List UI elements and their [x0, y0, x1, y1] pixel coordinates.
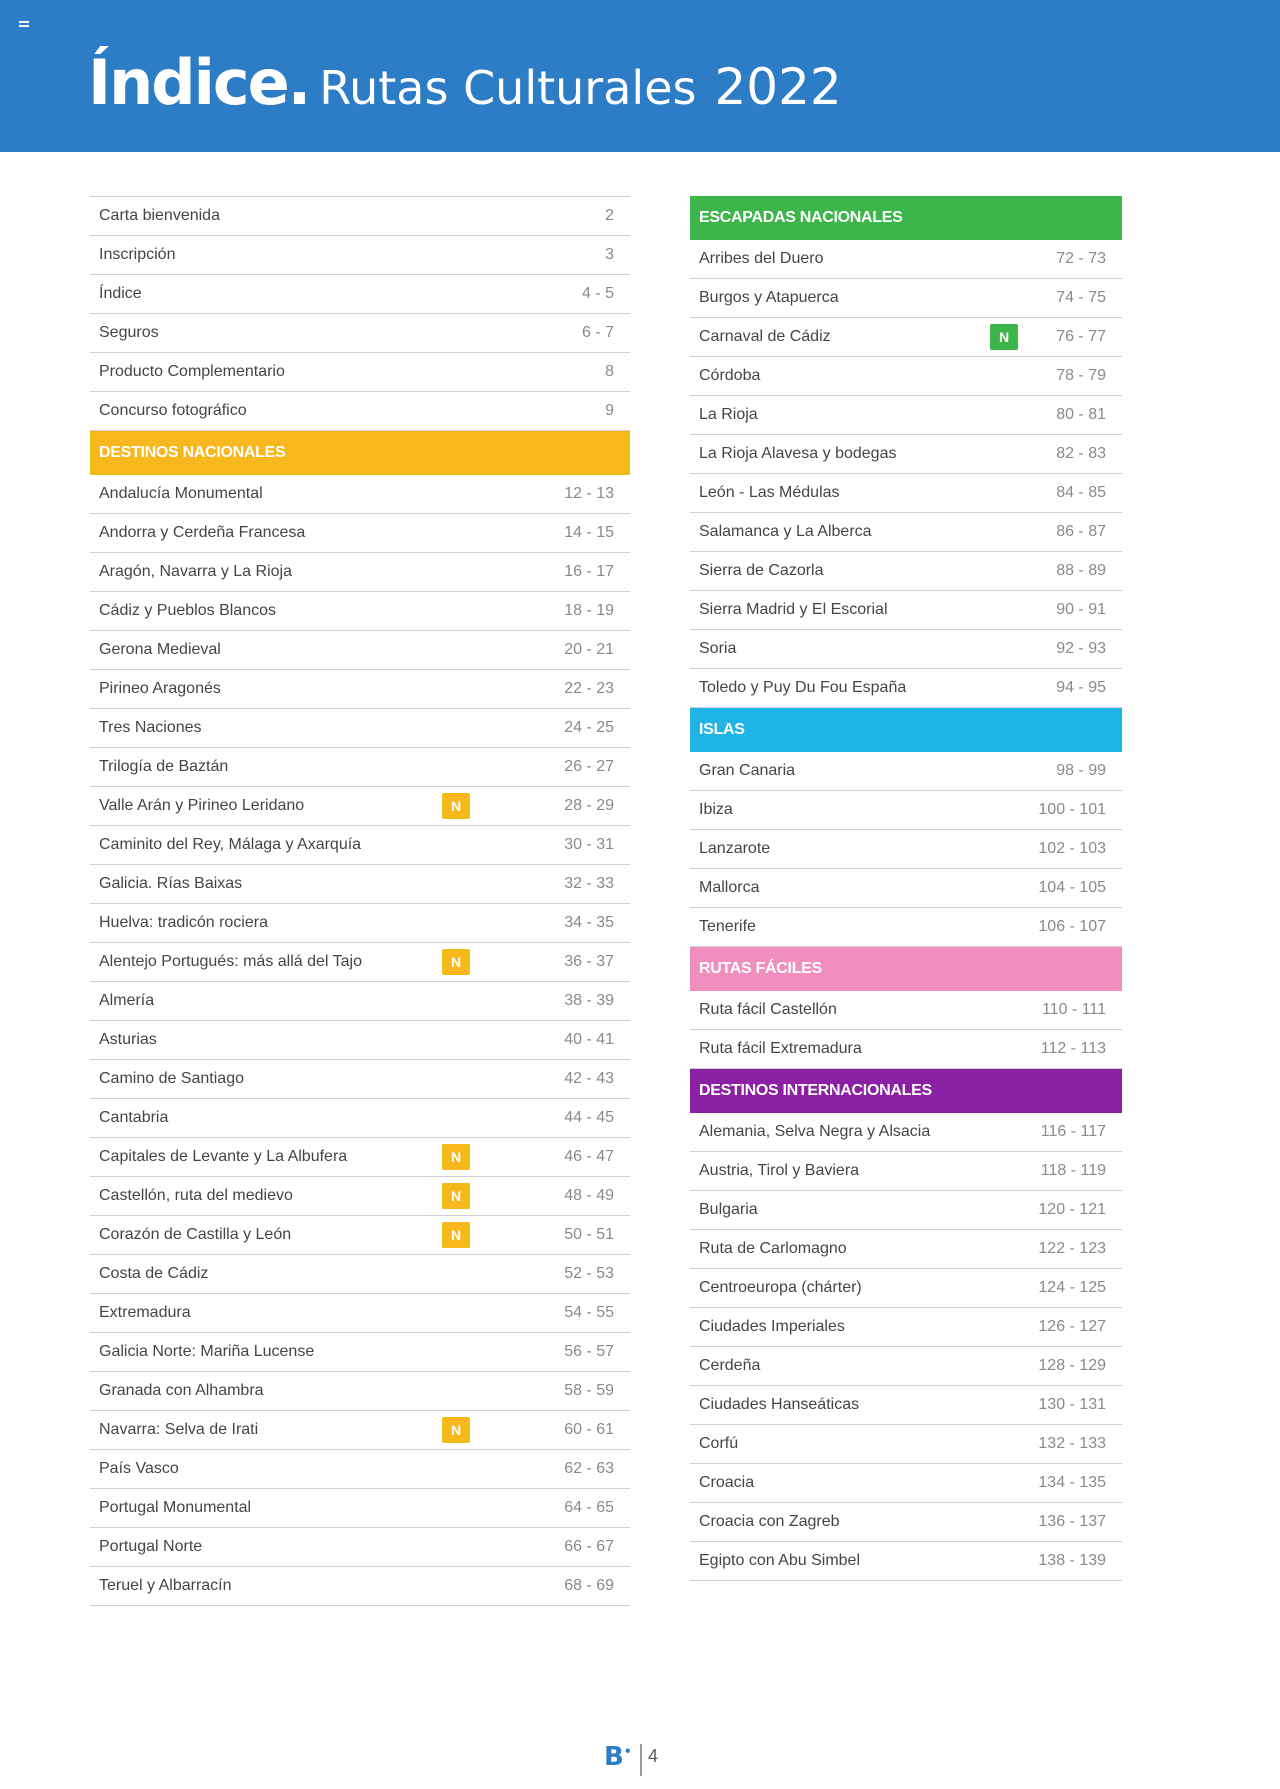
entry-name: Tres Naciones [99, 719, 202, 736]
title-light: Rutas Culturales [319, 61, 697, 115]
index-row[interactable] [690, 1269, 1122, 1308]
entry-name: Galicia Norte: Mariña Lucense [99, 1343, 315, 1360]
entry-name: Galicia. Rías Baixas [99, 875, 243, 892]
entry-pages: 54 - 55 [564, 1304, 614, 1321]
section-header: RUTAS FÁCILES [690, 947, 1122, 991]
index-row[interactable] [90, 1333, 630, 1372]
entry-name: Mallorca [699, 879, 760, 896]
entry-name: Inscripción [99, 246, 176, 263]
index-row[interactable] [90, 353, 630, 392]
entry-name: Portugal Monumental [99, 1499, 252, 1516]
index-row[interactable] [690, 552, 1122, 591]
index-row[interactable] [690, 279, 1122, 318]
entry-pages: 44 - 45 [564, 1109, 614, 1126]
index-row[interactable] [90, 787, 630, 826]
entry-pages: 20 - 21 [564, 641, 614, 658]
entry-name: Aragón, Navarra y La Rioja [99, 563, 292, 580]
index-row[interactable] [690, 435, 1122, 474]
index-row[interactable] [690, 1425, 1122, 1464]
index-row[interactable] [90, 1021, 630, 1060]
index-row[interactable] [90, 943, 630, 982]
entry-pages: 22 - 23 [564, 680, 614, 697]
entry-pages: 102 - 103 [1038, 840, 1106, 857]
index-row[interactable] [90, 1099, 630, 1138]
entry-pages: 18 - 19 [564, 602, 614, 619]
entry-pages: 52 - 53 [564, 1265, 614, 1282]
index-row[interactable] [690, 991, 1122, 1030]
entry-pages: 32 - 33 [564, 875, 614, 892]
entry-pages: 34 - 35 [564, 914, 614, 931]
entry-pages: 28 - 29 [564, 797, 614, 814]
entry-pages: 46 - 47 [564, 1148, 614, 1165]
entry-name: Arribes del Duero [699, 250, 824, 267]
entry-name: Asturias [99, 1031, 157, 1048]
entry-pages: 72 - 73 [1056, 250, 1106, 267]
entry-pages: 56 - 57 [564, 1343, 614, 1360]
entry-pages: 104 - 105 [1038, 879, 1106, 896]
entry-pages: 9 [605, 402, 614, 419]
index-row[interactable] [690, 669, 1122, 708]
index-row[interactable] [90, 1060, 630, 1099]
entry-pages: 126 - 127 [1038, 1318, 1106, 1335]
entry-name: Egipto con Abu Simbel [699, 1552, 860, 1569]
section-header: ISLAS [690, 708, 1122, 752]
entry-pages: 58 - 59 [564, 1382, 614, 1399]
index-row[interactable] [690, 1230, 1122, 1269]
entry-name: Castellón, ruta del medievo [99, 1187, 293, 1204]
entry-name: Ruta de Carlomagno [699, 1240, 847, 1257]
entry-pages: 122 - 123 [1038, 1240, 1106, 1257]
entry-pages: 48 - 49 [564, 1187, 614, 1204]
index-row[interactable] [90, 1294, 630, 1333]
entry-pages: 130 - 131 [1038, 1396, 1106, 1413]
new-badge: N [442, 1144, 470, 1170]
title-bold: Índice. [88, 46, 310, 119]
index-row[interactable] [690, 1030, 1122, 1069]
index-row[interactable] [690, 357, 1122, 396]
entry-pages: 4 - 5 [581, 285, 614, 302]
entry-name: Austria, Tirol y Baviera [699, 1162, 860, 1179]
new-badge: N [442, 1183, 470, 1209]
entry-name: Carta bienvenida [99, 207, 220, 224]
index-row[interactable] [90, 475, 630, 514]
entry-pages: 110 - 111 [1041, 1001, 1106, 1018]
entry-pages: 8 [605, 363, 614, 380]
title-year: 2022 [714, 58, 842, 116]
entry-name: Corfú [699, 1435, 739, 1452]
entry-name: Pirineo Aragonés [99, 680, 221, 697]
index-row[interactable] [690, 908, 1122, 947]
new-badge: N [442, 1222, 470, 1248]
entry-pages: 94 - 95 [1056, 679, 1106, 696]
index-row[interactable] [690, 1503, 1122, 1542]
index-row[interactable] [90, 670, 630, 709]
entry-pages: 74 - 75 [1056, 289, 1106, 306]
new-badge: N [442, 949, 470, 975]
entry-pages: 106 - 107 [1038, 918, 1106, 935]
entry-pages: 2 [605, 207, 614, 224]
footer-divider [640, 1744, 642, 1776]
entry-pages: 124 - 125 [1038, 1279, 1106, 1296]
index-row[interactable] [90, 865, 630, 904]
index-row[interactable] [90, 1372, 630, 1411]
page-number: 4 [648, 1746, 659, 1766]
entry-pages: 82 - 83 [1056, 445, 1106, 462]
index-row[interactable] [690, 474, 1122, 513]
index-row[interactable] [690, 1152, 1122, 1191]
entry-name: Salamanca y La Alberca [699, 523, 872, 540]
entry-name: Ruta fácil Extremadura [699, 1040, 862, 1057]
menu-icon[interactable] [19, 21, 29, 27]
section-header: DESTINOS NACIONALES [90, 431, 630, 475]
index-row[interactable] [90, 275, 630, 314]
entry-name: Croacia con Zagreb [699, 1513, 840, 1530]
entry-pages: 6 - 7 [581, 324, 614, 341]
index-row[interactable] [90, 1567, 630, 1606]
entry-pages: 90 - 91 [1056, 601, 1106, 618]
entry-name: País Vasco [99, 1460, 179, 1477]
entry-pages: 118 - 119 [1040, 1162, 1106, 1179]
entry-name: Valle Arán y Pirineo Leridano [99, 797, 305, 814]
entry-name: Bulgaria [699, 1201, 758, 1218]
new-badge: N [442, 793, 470, 819]
entry-name: Andorra y Cerdeña Francesa [99, 524, 306, 541]
entry-pages: 24 - 25 [564, 719, 614, 736]
entry-pages: 116 - 117 [1040, 1123, 1106, 1140]
index-row[interactable] [90, 236, 630, 275]
index-row[interactable] [690, 1113, 1122, 1152]
entry-pages: 80 - 81 [1056, 406, 1106, 423]
index-row[interactable] [90, 514, 630, 553]
index-row[interactable] [690, 1386, 1122, 1425]
index-row[interactable] [690, 240, 1122, 279]
entry-name: Gran Canaria [699, 762, 796, 779]
entry-name: Alemania, Selva Negra y Alsacia [699, 1123, 931, 1140]
index-row[interactable] [690, 513, 1122, 552]
index-row[interactable] [690, 591, 1122, 630]
entry-name: Andalucía Monumental [99, 485, 263, 502]
index-row[interactable] [90, 631, 630, 670]
index-row[interactable] [90, 553, 630, 592]
entry-pages: 16 - 17 [564, 563, 614, 580]
entry-name: Cerdeña [699, 1357, 761, 1374]
left-column [90, 196, 630, 1606]
entry-name: Alentejo Portugués: más allá del Tajo [99, 953, 362, 970]
index-row[interactable] [90, 1528, 630, 1567]
entry-name: Seguros [99, 324, 159, 341]
entry-pages: 84 - 85 [1056, 484, 1106, 501]
entry-name: Camino de Santiago [99, 1070, 244, 1087]
new-badge: N [990, 324, 1018, 350]
entry-pages: 92 - 93 [1056, 640, 1106, 657]
index-row[interactable] [690, 1542, 1122, 1581]
entry-name: Toledo y Puy Du Fou España [699, 679, 907, 696]
index-row[interactable] [90, 1450, 630, 1489]
index-row[interactable] [690, 396, 1122, 435]
entry-pages: 50 - 51 [564, 1226, 614, 1243]
entry-pages: 3 [605, 246, 614, 263]
entry-pages: 64 - 65 [564, 1499, 614, 1516]
entry-pages: 138 - 139 [1038, 1552, 1106, 1569]
entry-pages: 68 - 69 [564, 1577, 614, 1594]
entry-pages: 136 - 137 [1038, 1513, 1106, 1530]
entry-name: Caminito del Rey, Málaga y Axarquía [99, 836, 362, 853]
entry-name: Concurso fotográfico [99, 402, 247, 419]
entry-name: Navarra: Selva de Irati [99, 1421, 259, 1438]
index-row[interactable] [690, 830, 1122, 869]
entry-name: Teruel y Albarracín [99, 1577, 232, 1594]
entry-name: Extremadura [99, 1304, 191, 1321]
index-row[interactable] [90, 392, 630, 431]
entry-name: Ibiza [699, 801, 733, 818]
entry-name: Huelva: tradicón rociera [99, 914, 268, 931]
entry-name: Trilogía de Baztán [99, 758, 229, 775]
entry-pages: 12 - 13 [564, 485, 614, 502]
section-header: DESTINOS INTERNACIONALES [690, 1069, 1122, 1113]
entry-name: Sierra de Cazorla [699, 562, 824, 579]
index-row[interactable] [90, 748, 630, 787]
entry-name: La Rioja Alavesa y bodegas [699, 445, 897, 462]
entry-name: Costa de Cádiz [99, 1265, 209, 1282]
entry-name: Ruta fácil Castellón [699, 1001, 837, 1018]
entry-pages: 14 - 15 [564, 524, 614, 541]
index-row[interactable] [690, 1464, 1122, 1503]
entry-pages: 42 - 43 [564, 1070, 614, 1087]
entry-name: Corazón de Castilla y León [99, 1226, 292, 1243]
entry-pages: 36 - 37 [564, 953, 614, 970]
entry-name: Croacia [699, 1474, 755, 1491]
entry-pages: 128 - 129 [1038, 1357, 1106, 1374]
entry-name: Soria [699, 640, 737, 657]
index-row[interactable] [690, 791, 1122, 830]
entry-name: Producto Complementario [99, 363, 285, 380]
entry-pages: 26 - 27 [564, 758, 614, 775]
right-column [690, 196, 1122, 1581]
index-row[interactable] [690, 630, 1122, 669]
entry-pages: 78 - 79 [1056, 367, 1106, 384]
entry-name: León - Las Médulas [699, 484, 840, 501]
entry-name: Lanzarote [699, 840, 771, 857]
index-row[interactable] [90, 314, 630, 353]
entry-name: Almería [99, 992, 155, 1009]
entry-name: Ciudades Imperiales [699, 1318, 845, 1335]
index-row[interactable] [690, 752, 1122, 791]
entry-pages: 132 - 133 [1038, 1435, 1106, 1452]
entry-pages: 88 - 89 [1056, 562, 1106, 579]
entry-name: Córdoba [699, 367, 761, 384]
entry-name: Gerona Medieval [99, 641, 221, 658]
index-row[interactable] [90, 1411, 630, 1450]
entry-name: Sierra Madrid y El Escorial [699, 601, 888, 618]
index-row[interactable] [90, 196, 630, 236]
index-row[interactable] [90, 982, 630, 1021]
entry-name: Índice [99, 285, 142, 302]
index-row[interactable] [690, 1308, 1122, 1347]
entry-pages: 60 - 61 [564, 1421, 614, 1438]
index-row[interactable] [90, 1489, 630, 1528]
entry-name: Burgos y Atapuerca [699, 289, 839, 306]
entry-name: Granada con Alhambra [99, 1382, 264, 1399]
entry-pages: 100 - 101 [1038, 801, 1106, 818]
entry-pages: 98 - 99 [1056, 762, 1106, 779]
brand-logo: B• [604, 1742, 632, 1772]
entry-pages: 62 - 63 [564, 1460, 614, 1477]
index-row[interactable] [90, 709, 630, 748]
entry-name: Cantabria [99, 1109, 169, 1126]
index-row[interactable] [690, 1347, 1122, 1386]
index-row[interactable] [90, 1255, 630, 1294]
entry-name: La Rioja [699, 406, 758, 423]
entry-pages: 40 - 41 [564, 1031, 614, 1048]
entry-name: Tenerife [699, 918, 756, 935]
entry-pages: 120 - 121 [1038, 1201, 1106, 1218]
index-row[interactable] [90, 592, 630, 631]
index-row[interactable] [90, 1138, 630, 1177]
entry-name: Ciudades Hanseáticas [699, 1396, 860, 1413]
section-header: ESCAPADAS NACIONALES [690, 196, 1122, 240]
entry-pages: 76 - 77 [1056, 328, 1106, 345]
entry-name: Portugal Norte [99, 1538, 203, 1555]
page-header [0, 0, 1280, 152]
new-badge: N [442, 1417, 470, 1443]
index-row[interactable] [90, 904, 630, 943]
entry-pages: 30 - 31 [564, 836, 614, 853]
entry-pages: 66 - 67 [564, 1538, 614, 1555]
entry-pages: 134 - 135 [1038, 1474, 1106, 1491]
entry-pages: 112 - 113 [1040, 1040, 1106, 1057]
entry-name: Capitales de Levante y La Albufera [99, 1148, 348, 1165]
entry-pages: 38 - 39 [564, 992, 614, 1009]
index-row[interactable] [690, 1191, 1122, 1230]
page-title [88, 46, 842, 119]
entry-name: Centroeuropa (chárter) [699, 1279, 862, 1296]
index-row[interactable] [690, 318, 1122, 357]
entry-pages: 86 - 87 [1056, 523, 1106, 540]
index-row[interactable] [90, 1177, 630, 1216]
index-row[interactable] [90, 826, 630, 865]
index-row[interactable] [690, 869, 1122, 908]
index-row[interactable] [90, 1216, 630, 1255]
entry-name: Carnaval de Cádiz [699, 328, 831, 345]
entry-name: Cádiz y Pueblos Blancos [99, 602, 276, 619]
